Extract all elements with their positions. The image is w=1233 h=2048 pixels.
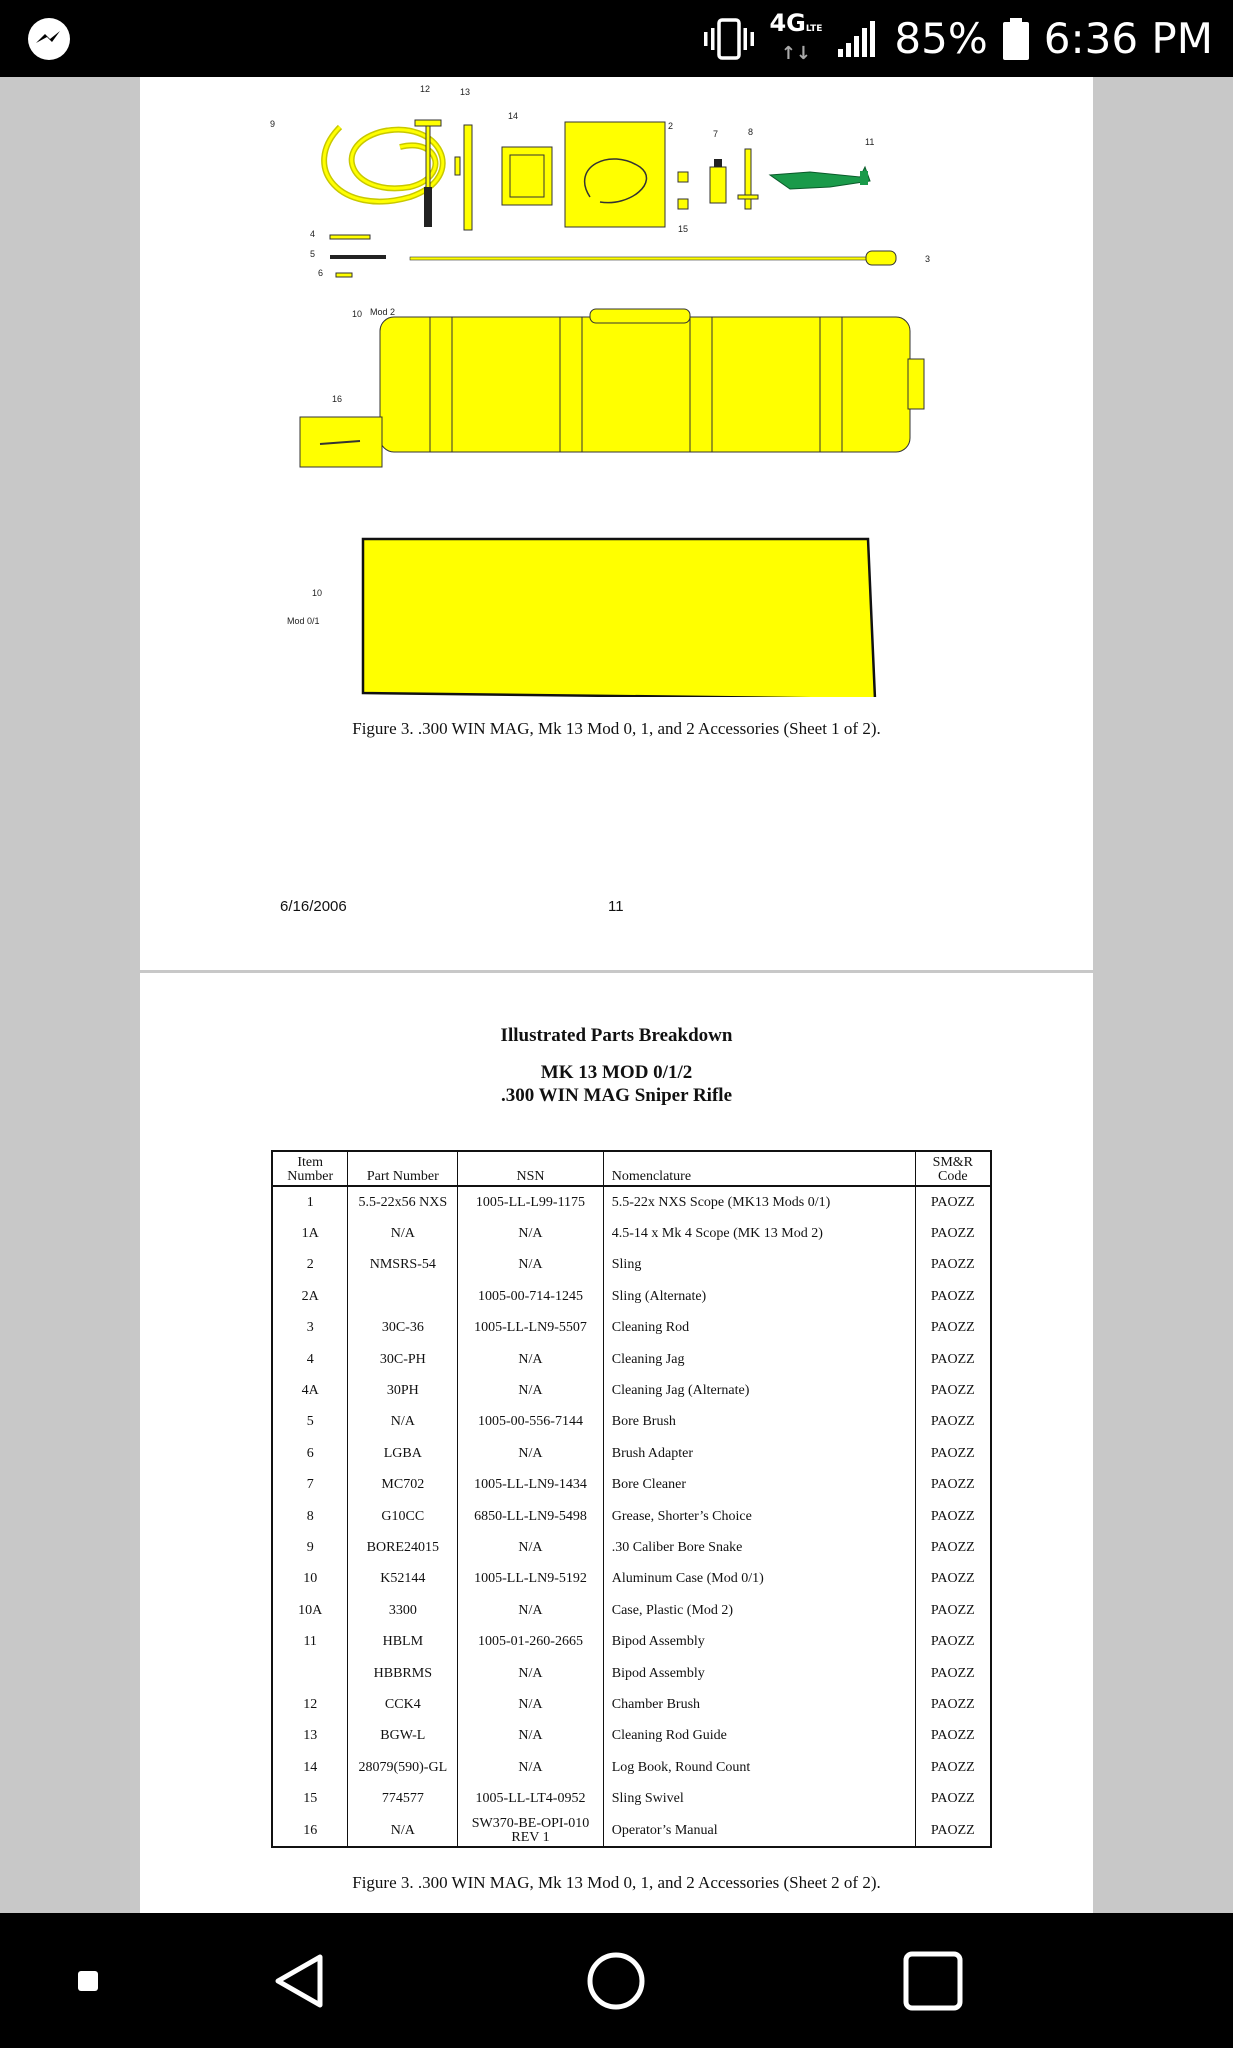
cell-item [272,1658,348,1689]
table-row [272,1626,991,1657]
cell-smr-code: PAOZZ [915,1501,991,1532]
battery-icon [1002,17,1030,61]
col-item-number: Item Number [272,1151,348,1186]
cell-nomenclature: Bipod Assembly [603,1658,915,1689]
status-bar [0,0,1233,77]
cell-part-number [348,1281,458,1312]
operators-manual-illustration [300,417,382,467]
accessories-diagram [270,77,1050,697]
cell-item: 3 [272,1313,348,1344]
cell-smr-code: PAOZZ [915,1721,991,1752]
cell-part-number: N/A [348,1218,458,1249]
figure-caption-sheet2: Figure 3. .300 WIN MAG, Mk 13 Mod 0, 1, and 2 Accessories (Sheet 2 of 2). [352,1873,881,1892]
cell-smr-code: PAOZZ [915,1470,991,1501]
cell-part-number: N/A [348,1407,458,1438]
cell-part-number: K52144 [348,1564,458,1595]
cell-item: 10A [272,1595,348,1626]
cell-item: 1 [272,1186,348,1218]
cell-nomenclature: Sling Swivel [603,1783,915,1814]
cell-nomenclature: Bore Cleaner [603,1470,915,1501]
cell-part-number: BGW-L [348,1721,458,1752]
cell-smr-code: PAOZZ [915,1564,991,1595]
cell-nomenclature: Chamber Brush [603,1689,915,1720]
cell-smr-code: PAOZZ [915,1250,991,1281]
table-row [272,1689,991,1720]
sling-illustration [565,122,665,227]
cell-part-number: 774577 [348,1783,458,1814]
table-row [272,1407,991,1438]
cell-smr-code: PAOZZ [915,1407,991,1438]
cell-item: 8 [272,1501,348,1532]
col-nsn: NSN [458,1151,604,1186]
cell-item: 14 [272,1752,348,1783]
back-icon [272,1953,328,2009]
cell-smr-code: PAOZZ [915,1595,991,1626]
cell-part-number: HBLM [348,1626,458,1657]
cell-nsn: 1005-LL-LT4-0952 [458,1783,604,1814]
footer-page-number: 11 [608,898,624,915]
table-row [272,1658,991,1689]
cell-nsn: 1005-LL-LN9-5192 [458,1564,604,1595]
cell-item: 16 [272,1815,348,1847]
cell-smr-code: PAOZZ [915,1815,991,1847]
table-row [272,1564,991,1595]
cell-nsn: N/A [458,1375,604,1406]
cell-smr-code: PAOZZ [915,1689,991,1720]
table-row [272,1815,991,1847]
cell-nomenclature: Cleaning Jag [603,1344,915,1375]
table-row [272,1186,991,1218]
cell-nomenclature: 5.5-22x NXS Scope (MK13 Mods 0/1) [603,1186,915,1218]
cell-nsn: 1005-01-260-2665 [458,1626,604,1657]
grease-syringe-illustration [738,149,758,209]
callout-5: 5 [310,249,316,259]
home-button[interactable] [576,1913,656,2048]
cell-nomenclature: Cleaning Rod Guide [603,1721,915,1752]
cell-part-number: 30C-36 [348,1313,458,1344]
log-book-illustration [502,147,552,205]
cell-nomenclature: Bipod Assembly [603,1626,915,1657]
aluminum-case-illustration [363,539,875,697]
cell-item: 5 [272,1407,348,1438]
cell-nsn: N/A [458,1532,604,1563]
cell-smr-code: PAOZZ [915,1658,991,1689]
cell-nsn: N/A [458,1721,604,1752]
battery-percent: 85% [894,14,988,63]
callout-3: 3 [925,254,931,264]
cell-nsn: 1005-00-556-7144 [458,1407,604,1438]
callout-15: 15 [678,224,689,234]
table-row [272,1595,991,1626]
overview-button[interactable] [893,1913,973,2048]
callout-11: 11 [865,137,875,147]
cell-item: 13 [272,1721,348,1752]
table-row [272,1218,991,1249]
recents-square-button[interactable] [60,1913,116,2048]
cell-smr-code: PAOZZ [915,1344,991,1375]
cell-part-number: 30PH [348,1375,458,1406]
cell-nomenclature: Operator’s Manual [603,1815,915,1847]
cell-nomenclature: Sling [603,1250,915,1281]
table-row [272,1344,991,1375]
clock: 6:36 PM [1043,14,1213,63]
table-row [272,1470,991,1501]
cell-nomenclature: .30 Caliber Bore Snake [603,1532,915,1563]
recents-square-icon [77,1970,99,1992]
table-row [272,1501,991,1532]
cell-nomenclature: 4.5-14 x Mk 4 Scope (MK 13 Mod 2) [603,1218,915,1249]
cell-part-number: CCK4 [348,1689,458,1720]
cell-nsn: N/A [458,1218,604,1249]
cell-item: 15 [272,1783,348,1814]
cell-part-number: NMSRS-54 [348,1250,458,1281]
table-row [272,1752,991,1783]
callout-2: 2 [668,121,674,131]
bore-cleaner-illustration [710,159,726,203]
cell-nomenclature: Grease, Shorter’s Choice [603,1501,915,1532]
back-button[interactable] [260,1913,340,2048]
callout-10-mod01: 10 [312,588,323,598]
cell-nsn: 1005-00-714-1245 [458,1281,604,1312]
cell-smr-code: PAOZZ [915,1313,991,1344]
table-row [272,1721,991,1752]
cell-smr-code: PAOZZ [915,1218,991,1249]
cell-item: 9 [272,1532,348,1563]
cell-nomenclature: Cleaning Jag (Alternate) [603,1375,915,1406]
cell-nomenclature: Case, Plastic (Mod 2) [603,1595,915,1626]
cell-nsn: 1005-LL-LN9-1434 [458,1470,604,1501]
callout-12: 12 [420,84,431,94]
parts-table [271,1150,992,1848]
callout-9: 9 [270,119,276,129]
cell-smr-code: PAOZZ [915,1783,991,1814]
sling-swivel-illustration [678,172,688,209]
cell-nomenclature: Sling (Alternate) [603,1281,915,1312]
home-icon [586,1951,646,2011]
cell-nsn: SW370-BE-OPI-010 REV 1 [458,1815,604,1847]
callout-10-mod2: 10 [352,309,363,319]
table-row [272,1250,991,1281]
cell-nsn: N/A [458,1658,604,1689]
cell-item: 2 [272,1250,348,1281]
col-nomenclature: Nomenclature [603,1151,915,1186]
cell-part-number: 5.5-22x56 NXS [348,1186,458,1218]
cell-smr-code: PAOZZ [915,1532,991,1563]
cell-nsn: 6850-LL-LN9-5498 [458,1501,604,1532]
cell-nomenclature: Aluminum Case (Mod 0/1) [603,1564,915,1595]
cell-item: 6 [272,1438,348,1469]
table-row [272,1438,991,1469]
footer-date: 6/16/2006 [280,898,347,915]
callout-6: 6 [318,268,324,278]
cell-nsn: N/A [458,1344,604,1375]
cleaning-rod-illustration [410,251,896,265]
cell-item: 10 [272,1564,348,1595]
navigation-bar [0,1913,1233,2048]
table-row [272,1783,991,1814]
cell-smr-code: PAOZZ [915,1186,991,1218]
table-row [272,1281,991,1312]
rod-guide-illustration [455,125,472,230]
table-row [272,1532,991,1563]
callout-13: 13 [460,87,471,97]
cell-nsn: N/A [458,1752,604,1783]
cell-nomenclature: Log Book, Round Count [603,1752,915,1783]
cell-smr-code: PAOZZ [915,1752,991,1783]
cell-part-number: BORE24015 [348,1532,458,1563]
callout-8: 8 [748,127,754,137]
cell-part-number: 3300 [348,1595,458,1626]
cell-nsn: 1005-LL-L99-1175 [458,1186,604,1218]
cell-nsn: N/A [458,1438,604,1469]
signal-icon [836,19,880,59]
cell-nsn: N/A [458,1250,604,1281]
cell-nomenclature: Cleaning Rod [603,1313,915,1344]
cell-part-number: HBBRMS [348,1658,458,1689]
cell-part-number: 30C-PH [348,1344,458,1375]
cell-part-number: G10CC [348,1501,458,1532]
table-row [272,1375,991,1406]
network-indicator: 4GLTE ↑↓ [769,9,823,64]
vibrate-icon [703,17,755,61]
cell-item: 7 [272,1470,348,1501]
cell-smr-code: PAOZZ [915,1626,991,1657]
label-mod-2: Mod 2 [370,307,396,317]
label-mod-0-1: Mod 0/1 [287,616,320,626]
cell-item: 4A [272,1375,348,1406]
cell-item: 2A [272,1281,348,1312]
cell-nsn: N/A [458,1689,604,1720]
pdf-page-1[interactable] [140,77,1093,970]
cell-smr-code: PAOZZ [915,1438,991,1469]
messenger-icon[interactable] [26,16,72,62]
callout-4: 4 [310,229,316,239]
cell-part-number: MC702 [348,1470,458,1501]
cell-item: 12 [272,1689,348,1720]
cell-item: 4 [272,1344,348,1375]
callout-16: 16 [332,394,343,404]
cell-nomenclature: Bore Brush [603,1407,915,1438]
cell-nsn: N/A [458,1595,604,1626]
page-title: Illustrated Parts Breakdown [500,1025,733,1046]
plastic-case-illustration [380,309,924,452]
figure-caption-sheet1: Figure 3. .300 WIN MAG, Mk 13 Mod 0, 1, and 2 Accessories (Sheet 1 of 2). [352,719,881,738]
cell-item: 1A [272,1218,348,1249]
cell-part-number: N/A [348,1815,458,1847]
overview-icon [903,1951,963,2011]
cell-item: 11 [272,1626,348,1657]
cell-smr-code: PAOZZ [915,1375,991,1406]
cell-part-number: LGBA [348,1438,458,1469]
pdf-page-2[interactable] [140,973,1093,1913]
page-subtitle-model: MK 13 MOD 0/1/2 [540,1062,693,1083]
page-subtitle-rifle: .300 WIN MAG Sniper Rifle [501,1085,732,1106]
bipod-illustration [770,167,870,189]
cell-nsn: 1005-LL-LN9-5507 [458,1313,604,1344]
callout-7: 7 [713,129,719,139]
cell-part-number: 28079(590)-GL [348,1752,458,1783]
table-row [272,1313,991,1344]
col-smr-code: SM&R Code [915,1151,991,1186]
callout-14: 14 [508,111,519,121]
cell-smr-code: PAOZZ [915,1281,991,1312]
cell-nomenclature: Brush Adapter [603,1438,915,1469]
table-header-row [272,1151,991,1186]
col-part-number: Part Number [348,1151,458,1186]
